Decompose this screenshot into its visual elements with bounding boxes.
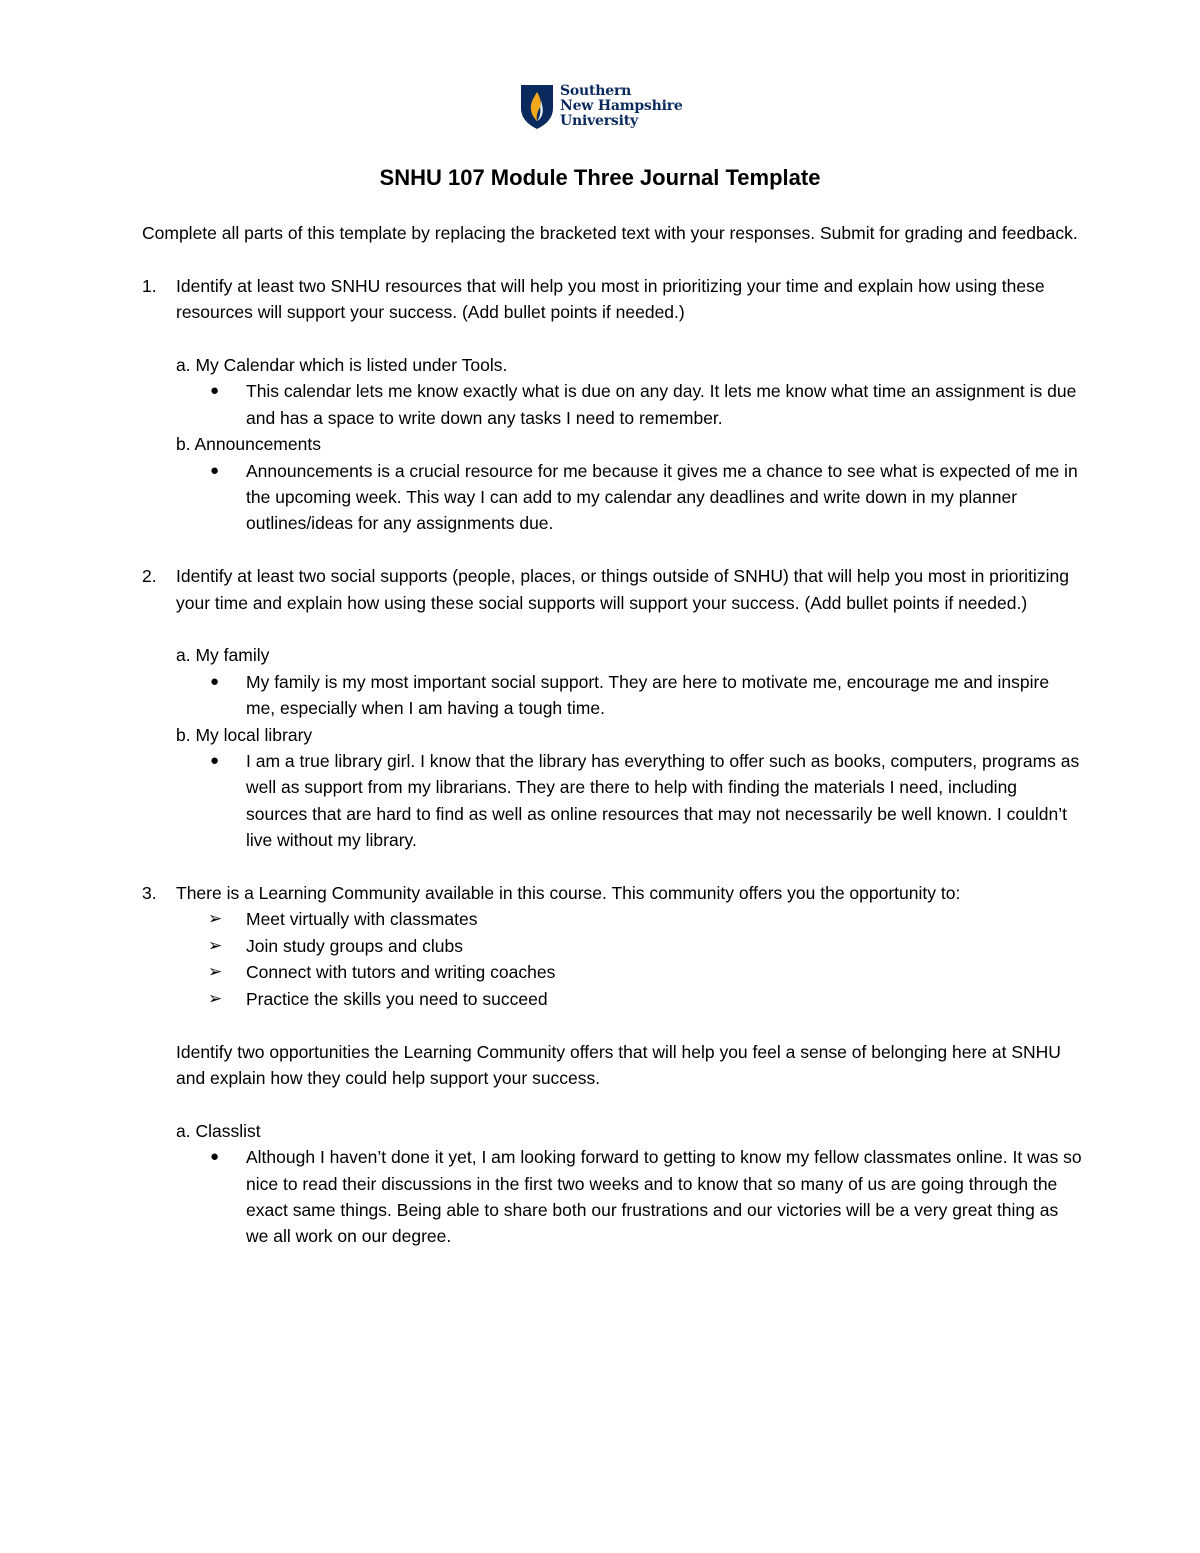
answer-label: a. My family (176, 645, 270, 666)
logo-line-3: University (560, 113, 638, 129)
answer-label: b. Announcements (176, 434, 321, 455)
answer-label: b. My local library (176, 724, 313, 745)
list-item: ● I am a true library girl. I know that the library has everything to offer such as books, computers, programs as well as support from my librarians. They are there to help with finding the materials I need, including sources that are hard to find as well as online resources that may not necessarily be well known. I couldn’t live without my library. (246, 748, 1082, 854)
question-2 (142, 563, 1082, 616)
list-item: ● This calendar lets me know exactly what is due on any day. It lets me know what time an assignment is due and has a space to write down any tasks I need to remember. (246, 378, 1082, 431)
list-item: ● Announcements is a crucial resource for me because it gives me a chance to see what is expected of me in the upcoming week. This way I can add to my calendar any deadlines and write down in my planner outlines/ideas for any assignments due. (246, 458, 1082, 537)
question-number: 1. (142, 275, 157, 296)
intro-paragraph: Complete all parts of this template by replacing the bracketed text with your responses. Submit for grading and feedback. (142, 223, 1078, 243)
answer-bullets (142, 669, 1082, 722)
bullet-icon: ● (210, 382, 220, 400)
university-logo (520, 84, 683, 130)
question-text: There is a Learning Community available in this course. This community offers you the opportunity to: (176, 883, 961, 904)
opportunity-list (142, 906, 1082, 1012)
list-item: ● My family is my most important social support. They are here to motivate me, encourage me and inspire me, especially when I am having a tough time. (246, 669, 1082, 722)
arrow-bullet-icon: ➢ (208, 909, 223, 929)
answer-label: a. My Calendar which is listed under Tools. (176, 355, 508, 375)
question-number: 3. (142, 883, 157, 904)
arrow-bullet-icon: ➢ (208, 935, 223, 955)
question-3 (142, 880, 1082, 906)
question-number: 2. (142, 566, 157, 587)
list-item: ➢ Practice the skills you need to succeed (246, 986, 1082, 1012)
list-item: ● Although I haven’t done it yet, I am looking forward to getting to know my fellow classmates online. It was so nice to read their discussions in the first two weeks and to know that so many of us are going through the exact same things. Being able to share both our frustrations and our victories will be a very great thing as we all work on our degree. (246, 1144, 1082, 1250)
question-1 (142, 273, 1082, 326)
document-title: SNHU 107 Module Three Journal Template (379, 165, 821, 190)
arrow-bullet-icon: ➢ (208, 962, 223, 982)
answer-bullets (142, 458, 1082, 537)
question-text: Identify at least two social supports (people, places, or things outside of SNHU) that will help you most in prioritizing your time and explain how using these social supports will support your success. (Add bullet points if needed.) (176, 566, 1069, 613)
question-text: Identify at least two SNHU resources that will help you most in prioritizing your time and explain how using these resources will support your success. (Add bullet points if needed.) (176, 275, 1045, 323)
bullet-icon: ● (210, 461, 220, 479)
list-item: ➢ Meet virtually with classmates (246, 906, 1082, 932)
logo-wordmark (560, 84, 683, 129)
arrow-bullet-icon: ➢ (208, 988, 223, 1008)
bullet-icon: ● (210, 752, 220, 770)
logo-line-2: New Hampshire (560, 98, 683, 114)
document-body (142, 220, 1082, 1250)
list-item: ➢ Connect with tutors and writing coaches (246, 959, 1082, 985)
bullet-icon: ● (210, 672, 220, 690)
answer-bullets (142, 1144, 1082, 1250)
logo-line-1: Southern (560, 83, 632, 99)
answer-label: a. Classlist (176, 1120, 261, 1141)
bullet-icon: ● (210, 1148, 220, 1166)
answer-bullets (142, 748, 1082, 854)
answer-bullets (142, 378, 1082, 431)
list-item: ➢ Join study groups and clubs (246, 933, 1082, 959)
question-prompt: Identify two opportunities the Learning Community offers that will help you feel a sense of belonging here at SNHU and explain how they could help support your success. (176, 1041, 1061, 1088)
shield-flame-icon (520, 84, 554, 130)
